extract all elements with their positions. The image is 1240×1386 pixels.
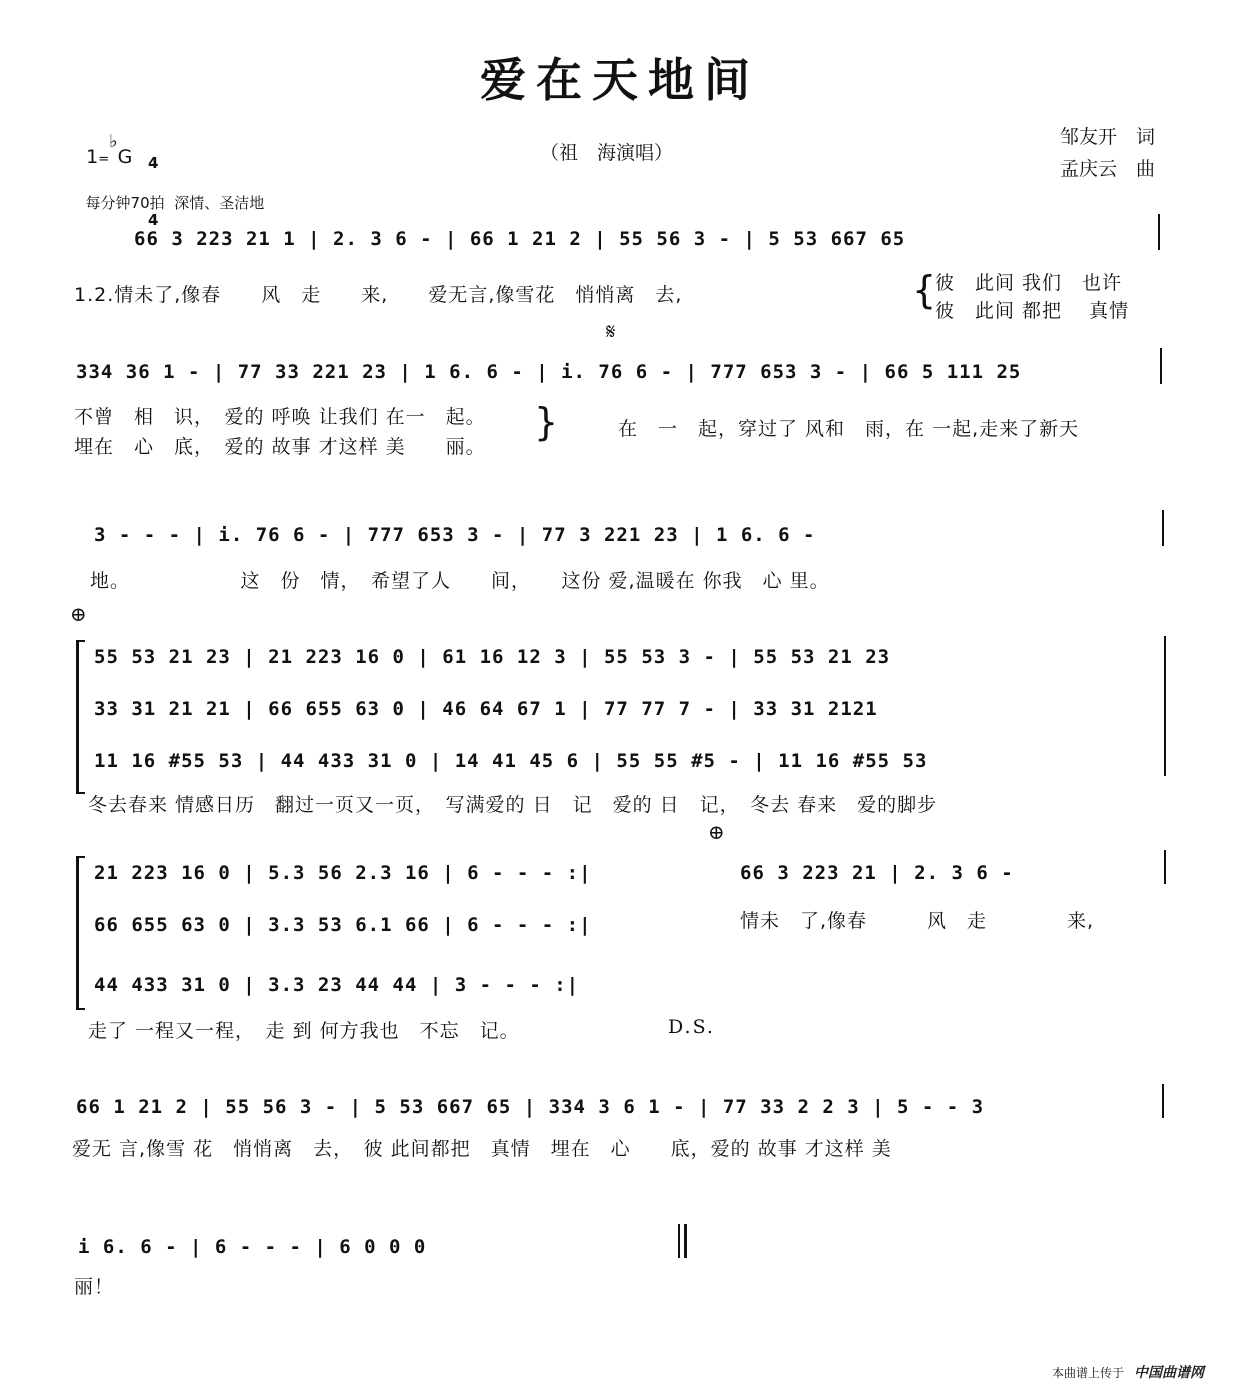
system-bracket: [76, 856, 85, 1010]
lyric-line-4: 冬去春来 情感日历 翻过一页又一页， 写满爱的 日 记 爱的 日 记， 冬去 春来 爱的脚步: [88, 794, 938, 816]
time-bottom: 4: [148, 211, 159, 229]
notation-row-12: i 6. 6 - | 6 - - - | 6 0 0 0: [78, 1236, 427, 1258]
barline: [1164, 850, 1166, 884]
final-barline: [684, 1224, 687, 1258]
time-top: 4: [148, 154, 159, 172]
brace: }: [534, 400, 559, 444]
barline: [678, 1224, 680, 1258]
lyric-line-5-right: 情未 了,像春 风 走 来,: [740, 910, 1095, 932]
tempo: 每分钟70拍: [85, 194, 165, 212]
lyric-line-2-verse-2: 埋在 心 底， 爱的 故事 才这样 美 丽。: [74, 436, 486, 458]
brace: {: [912, 268, 937, 312]
tempo-marking: [76, 174, 264, 213]
notation-row-1: 66 3 223 21 1 | 2. 3 6 - | 66 1 21 2 | 55 56 3 - | 5 53 667 65: [134, 228, 906, 250]
footer-site: 中国曲谱网: [1134, 1365, 1204, 1381]
footer-text: 本曲谱上传于: [1052, 1366, 1125, 1380]
notation-row-8: 66 655 63 0 | 3.3 53 6.1 66 | 6 - - - :|: [94, 914, 592, 936]
notation-row-5: 33 31 21 21 | 66 655 63 0 | 46 64 67 1 | 77 77 7 - | 33 31 2121: [94, 698, 878, 720]
segno-sign: 𝄋: [606, 320, 616, 345]
lyric-line-6: 爱无 言,像雪 花 悄悄离 去， 彼 此间都把 真情 埋在 心 底，爱的 故事 才这样 美: [72, 1138, 892, 1160]
dal-segno: D.S.: [668, 1016, 715, 1038]
lyric-line-3: 地。 这 份 情， 希望了人 间， 这份 爱,温暖在 你我 心 里。: [90, 570, 830, 592]
lyric-line-5: 走了 一程又一程， 走 到 何方我也 不忘 记。: [88, 1020, 520, 1042]
notation-row-7: 21 223 16 0 | 5.3 56 2.3 16 | 6 - - - :|: [94, 862, 592, 884]
barline: [1162, 510, 1164, 546]
key-equals: =: [98, 152, 110, 167]
barline: [1162, 1084, 1164, 1118]
lyric-line-7: 丽！: [74, 1276, 115, 1298]
system-bracket: [76, 640, 85, 794]
lyric-line-1-verse-2: 彼 此间 都把 真情: [935, 300, 1130, 322]
notation-row-10: 66 3 223 21 | 2. 3 6 -: [740, 862, 1014, 884]
barline: [1164, 636, 1166, 776]
singer: （祖 海演唱）: [540, 142, 674, 164]
notation-row-2: 334 36 1 - | 77 33 221 23 | 1 6. 6 - | i. 76 6 - | 777 653 3 - | 66 5 111 25: [76, 361, 1022, 383]
barline: [1158, 214, 1160, 250]
key-tonic: 1: [86, 146, 99, 168]
notation-row-6: 11 16 #55 53 | 44 433 31 0 | 14 41 45 6 | 55 55 #5 - | 11 16 #55 53: [94, 750, 928, 772]
lyricist: 邹友开 词: [1060, 126, 1156, 148]
lyric-line-2-verse-1: 不曾 相 识， 爱的 呼唤 让我们 在一 起。: [74, 406, 486, 428]
key-note: G: [117, 146, 133, 168]
lyric-line-1-verse-1: 彼 此间 我们 也许: [935, 272, 1123, 294]
song-title: 爱在天地间: [480, 53, 760, 107]
expression: 深情、圣洁地: [174, 194, 265, 212]
coda-sign: ⊕: [708, 820, 725, 844]
composer: 孟庆云 曲: [1060, 158, 1156, 180]
coda-sign: ⊕: [70, 602, 87, 626]
flat-sign: ♭: [109, 131, 118, 152]
notation-row-9: 44 433 31 0 | 3.3 23 44 44 | 3 - - - :|: [94, 974, 580, 996]
key-signature: [74, 124, 132, 168]
lyric-line-2-tail: 在 一 起，穿过了 风和 雨，在 一起,走来了新天: [618, 418, 1080, 440]
notation-row-11: 66 1 21 2 | 55 56 3 - | 5 53 667 65 | 334 3 6 1 - | 77 33 2 2 3 | 5 - - 3: [76, 1096, 985, 1118]
lyric-line-1: 1.2.情未了,像春 风 走 来, 爱无言,像雪花 悄悄离 去,: [74, 284, 683, 306]
notation-row-3: 3 - - - | i. 76 6 - | 777 653 3 - | 77 3 221 23 | 1 6. 6 -: [94, 524, 816, 546]
barline: [1160, 348, 1162, 384]
notation-row-4: 55 53 21 23 | 21 223 16 0 | 61 16 12 3 | 55 53 3 - | 55 53 21 23: [94, 646, 891, 668]
